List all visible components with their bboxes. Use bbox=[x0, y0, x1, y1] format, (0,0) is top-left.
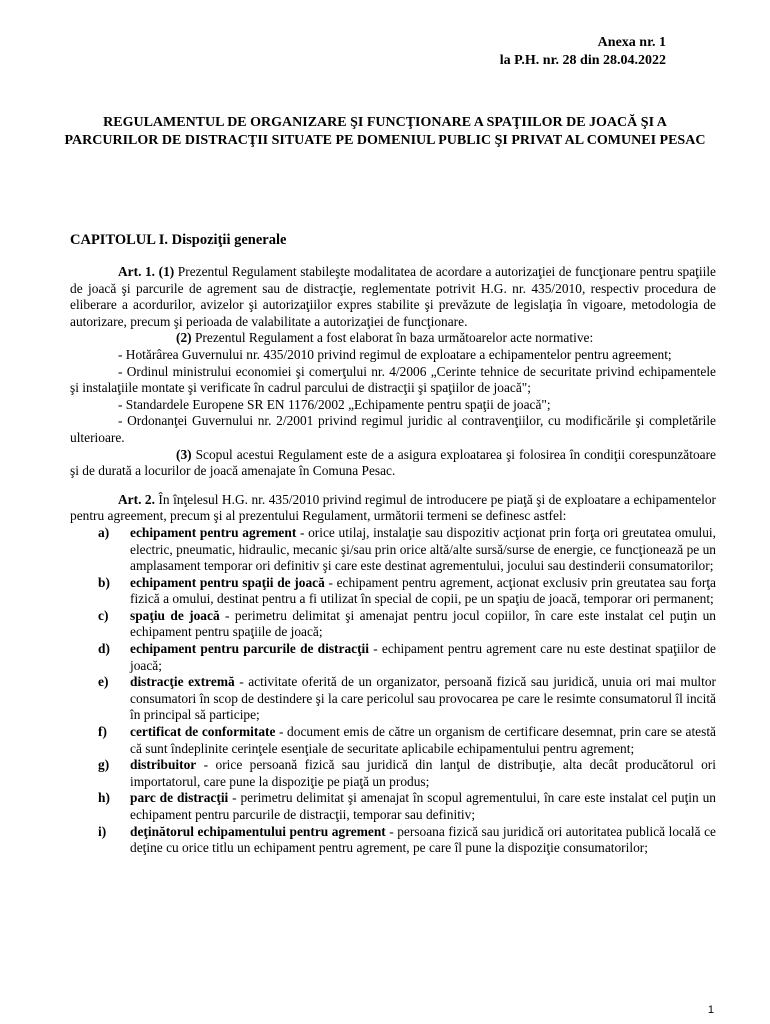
document-body bbox=[70, 264, 716, 857]
definition-letter: e) bbox=[98, 674, 109, 690]
art1-p1-number: (1) bbox=[158, 264, 175, 279]
page-number: 1 bbox=[707, 1004, 714, 1016]
definition-letter: g) bbox=[98, 757, 110, 773]
definition-term: deţinătorul echipamentului pentru agrement bbox=[130, 823, 386, 839]
definition-item bbox=[70, 641, 716, 674]
definition-item bbox=[70, 824, 716, 857]
annex-reference: la P.H. nr. 28 din 28.04.2022 bbox=[499, 53, 666, 68]
definition-letter: b) bbox=[98, 574, 110, 590]
art1-p3-number: (3) bbox=[176, 446, 192, 462]
definition-letter: d) bbox=[98, 641, 110, 657]
definition-text: - activitate oferită de un organizator, persoană fizică sau juridică, unuia ori mai multor consumatori în scop de destindere şi la care pericolul sau provocarea pe care le resimte consumatorul îl incită în principal să participe; bbox=[130, 674, 716, 723]
definition-text: - persoana fizică sau juridică ori autoritatea publică locală ce deţine cu orice titlu un echipament pentru agrement, pe care îl pune la dispoziţie consumatorilor; bbox=[130, 823, 716, 856]
definition-letter: h) bbox=[98, 790, 110, 806]
annex-header bbox=[500, 34, 666, 70]
definition-item bbox=[70, 790, 716, 823]
art1-p2-text: Prezentul Regulament a fost elaborat în baza următoarelor acte normative: bbox=[191, 330, 594, 346]
art1-p1-text: Prezentul Regulament stabileşte modalitatea de acordare a autorizaţiei de funcţionare pentru spaţiile de joacă şi parcurile de agrement sau de distracţie, reglementate potrivit H.G. nr. 435/2010, respectiv procedura de eliberare a acordurilor, avizelor şi autorizaţiilor expres stabilite şi prevăzute de legislaţia în vigoare, metodologia de autorizare, precum şi perioada de valabilitate a autorizaţiei de funcţionare. bbox=[70, 264, 716, 329]
definition-item bbox=[70, 608, 716, 641]
definition-term: echipament pentru agrement bbox=[130, 524, 297, 540]
definition-text: - echipament pentru agrement care nu este destinat spaţiilor de joacă; bbox=[130, 641, 716, 673]
definition-text: - perimetru delimitat şi amenajat în scopul agrementului, în care este instalat cel puţin un echipament pentru parcurile de distracţii, temporar sau definitiv; bbox=[130, 790, 716, 822]
definition-letter: i) bbox=[98, 823, 107, 839]
legal-act-item: - Ordinul ministrului economiei şi comerţului nr. 4/2006 „Cerinte tehnice de securitate privind echipamentele şi instalaţiile montate şi verificate în cadrul parcului de distracţii şi spaţiilor de joacă"; bbox=[70, 363, 716, 396]
definition-term: parc de distracţii bbox=[130, 790, 229, 806]
definition-text: - echipament pentru agrement, acţionat exclusiv prin greutatea sau forţa fizică a omului, destinat pentru a fi utilizat în special de copii, pe un spaţiu de joacă, temporar ori permanent; bbox=[130, 574, 716, 607]
art2-intro bbox=[70, 492, 716, 525]
legal-act-item: - Ordonanţei Guvernului nr. 2/2001 privind regimul juridic al contravenţiilor, cu modificările şi completările ulterioare. bbox=[70, 413, 716, 445]
definition-item bbox=[70, 724, 716, 757]
spacer bbox=[70, 480, 716, 492]
chapter-heading: CAPITOLUL I. Dispoziţii generale bbox=[70, 232, 287, 248]
definition-item bbox=[70, 757, 716, 790]
definition-term: echipament pentru spaţii de joacă bbox=[130, 574, 325, 590]
art1-paragraph1 bbox=[70, 264, 716, 330]
art1-p2-number: (2) bbox=[176, 330, 192, 346]
art1-paragraph3 bbox=[70, 447, 716, 480]
art1-paragraph2 bbox=[70, 330, 716, 347]
art2-intro-text: În înţelesul H.G. nr. 435/2010 privind regimul de introducere pe piaţă şi de exploatare a echipamentelor pentru agreement, precum şi al prezentului Regulament, următorii termeni se definesc astfel: bbox=[70, 491, 716, 524]
definition-term: distribuitor bbox=[130, 757, 197, 773]
art1-p3-text: Scopul acestui Regulament este de a asigura exploatarea şi folosirea în condiţii corespunzătoare şi de durată a locurilor de joacă amenajate în Comuna Pesac. bbox=[70, 446, 716, 479]
definition-text: - document emis de către un organism de certificare desemnat, prin care se atestă că sunt îndeplinite cerinţele esenţiale de securitate aplicabile echipamentului pentru agrement; bbox=[130, 724, 716, 756]
annex-number: Anexa nr. 1 bbox=[597, 35, 666, 50]
legal-act-item: - Hotărârea Guvernului nr. 435/2010 privind regimul de exploatare a echipamentelor pentru agreement; bbox=[118, 346, 672, 362]
definition-letter: c) bbox=[98, 607, 109, 623]
definition-term: distracţie extremă bbox=[130, 674, 235, 690]
definition-letter: f) bbox=[98, 724, 107, 740]
definition-item bbox=[70, 525, 716, 575]
definition-text: - orice persoană fizică sau juridică din lanţul de distribuţie, alta decât producătorul ori importatorul, care pune la dispoziţie pe piaţă un produs; bbox=[130, 757, 716, 789]
definition-text: - orice utilaj, instalaţie sau dispozitiv acţionat prin forţa ori greutatea omului, electric, pneumatic, hidraulic, mecanic şi/sau prin orice altă/alte sursă/surse de energie, ce funcţionează pe un amplasament temporar ori definitiv şi care este destinat agrementului, jocului sau destinderii consumatorilor; bbox=[130, 524, 716, 574]
definition-term: echipament pentru parcurile de distracţii bbox=[130, 641, 370, 657]
definition-term: certificat de conformitate bbox=[130, 724, 276, 740]
document-title: REGULAMENTUL DE ORGANIZARE ŞI FUNCŢIONARE A SPAŢIILOR DE JOACĂ ŞI A PARCURILOR DE DISTRACŢII SITUATE PE DOMENIUL PUBLIC ŞI PRIVAT AL COMUNEI PESAC bbox=[64, 115, 706, 148]
art2-label: Art. 2. bbox=[118, 491, 155, 507]
definition-text: - perimetru delimitat şi amenajat pentru jocul copiilor, în care este instalat cel puţin un echipament pentru spaţiile de joacă; bbox=[130, 607, 716, 640]
definition-item bbox=[70, 575, 716, 608]
definition-item bbox=[70, 674, 716, 724]
art1-label: Art. 1. bbox=[118, 264, 156, 279]
definition-letter: a) bbox=[98, 524, 110, 540]
definition-term: spaţiu de joacă bbox=[130, 607, 220, 623]
legal-act-item: - Standardele Europene SR EN 1176/2002 „Echipamente pentru spaţii de joacă"; bbox=[118, 396, 551, 412]
